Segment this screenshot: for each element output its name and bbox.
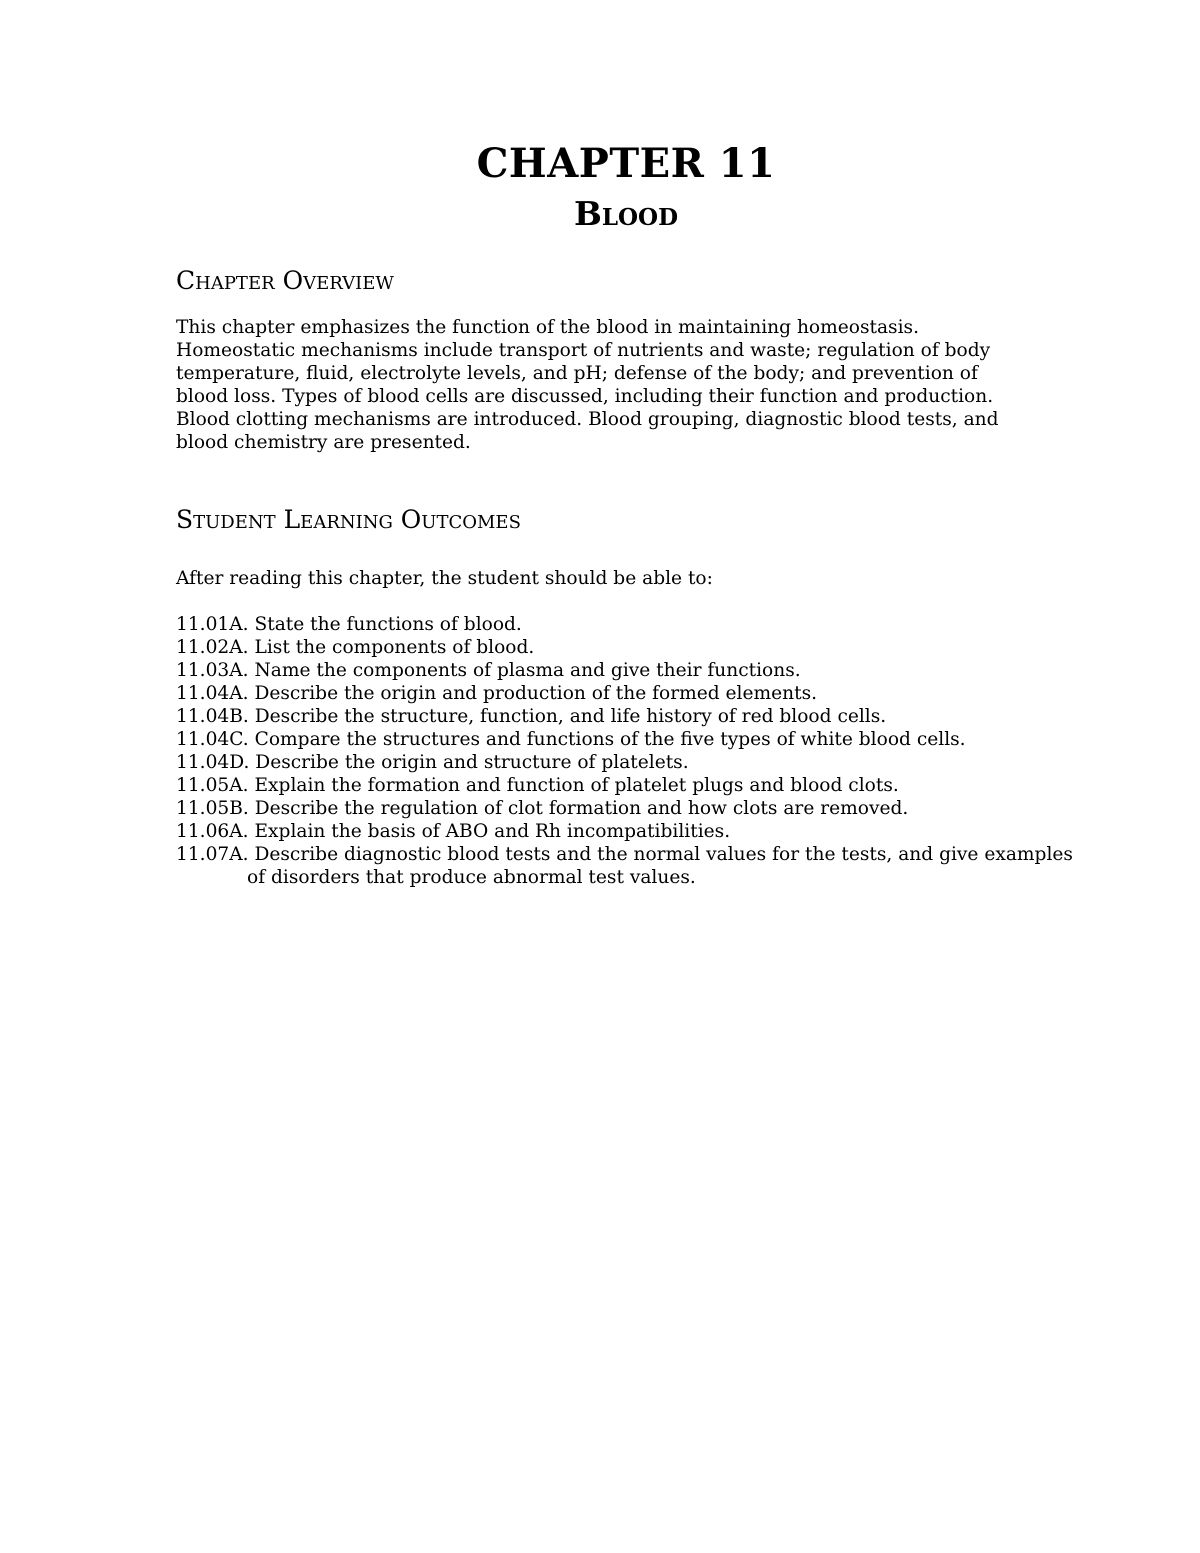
chapter-title: Blood bbox=[573, 194, 679, 233]
outcome-item: 11.01A. State the functions of blood. bbox=[176, 614, 522, 635]
outcome-item: 11.07A. Describe diagnostic blood tests and the normal values for the tests, and give examples of disorders that produce abnormal test values. bbox=[176, 844, 1073, 888]
chapter-overview-text: This chapter emphasizes the function of the blood in maintaining homeostasis. Homeostatic mechanisms include transport of nutrients and waste; regulation of body temperature, fluid, electrolyte levels, and pH; defense of the body; and prevention of blood loss. Types of blood cells are discussed, including their function and production. Blood clotting mechanisms are introduced. Blood grouping, diagnostic blood tests, and blood chemistry are presented. bbox=[176, 317, 999, 453]
outcome-item: 11.02A. List the components of blood. bbox=[176, 637, 535, 658]
outcome-item: 11.05A. Explain the formation and function of platelet plugs and blood clots. bbox=[176, 775, 899, 796]
outcome-item: 11.03A. Name the components of plasma and give their functions. bbox=[176, 660, 801, 681]
outcome-item: 11.05B. Describe the regulation of clot formation and how clots are removed. bbox=[176, 798, 909, 819]
learning-outcomes-intro: After reading this chapter, the student should be able to: bbox=[176, 568, 713, 589]
chapter-number: CHAPTER 11 bbox=[476, 140, 776, 187]
learning-outcomes-list bbox=[176, 613, 1076, 889]
outcome-item: 11.04C. Compare the structures and functions of the five types of white blood cells. bbox=[176, 729, 966, 750]
outcome-item: 11.04A. Describe the origin and production of the formed elements. bbox=[176, 683, 818, 704]
outcome-item: 11.04D. Describe the origin and structure of platelets. bbox=[176, 752, 689, 773]
outcome-item: 11.06A. Explain the basis of ABO and Rh incompatibilities. bbox=[176, 821, 731, 842]
outcome-item: 11.04B. Describe the structure, function, and life history of red blood cells. bbox=[176, 706, 887, 727]
chapter-overview-heading: Chapter Overview bbox=[176, 266, 394, 295]
learning-outcomes-heading: Student Learning Outcomes bbox=[176, 505, 521, 534]
